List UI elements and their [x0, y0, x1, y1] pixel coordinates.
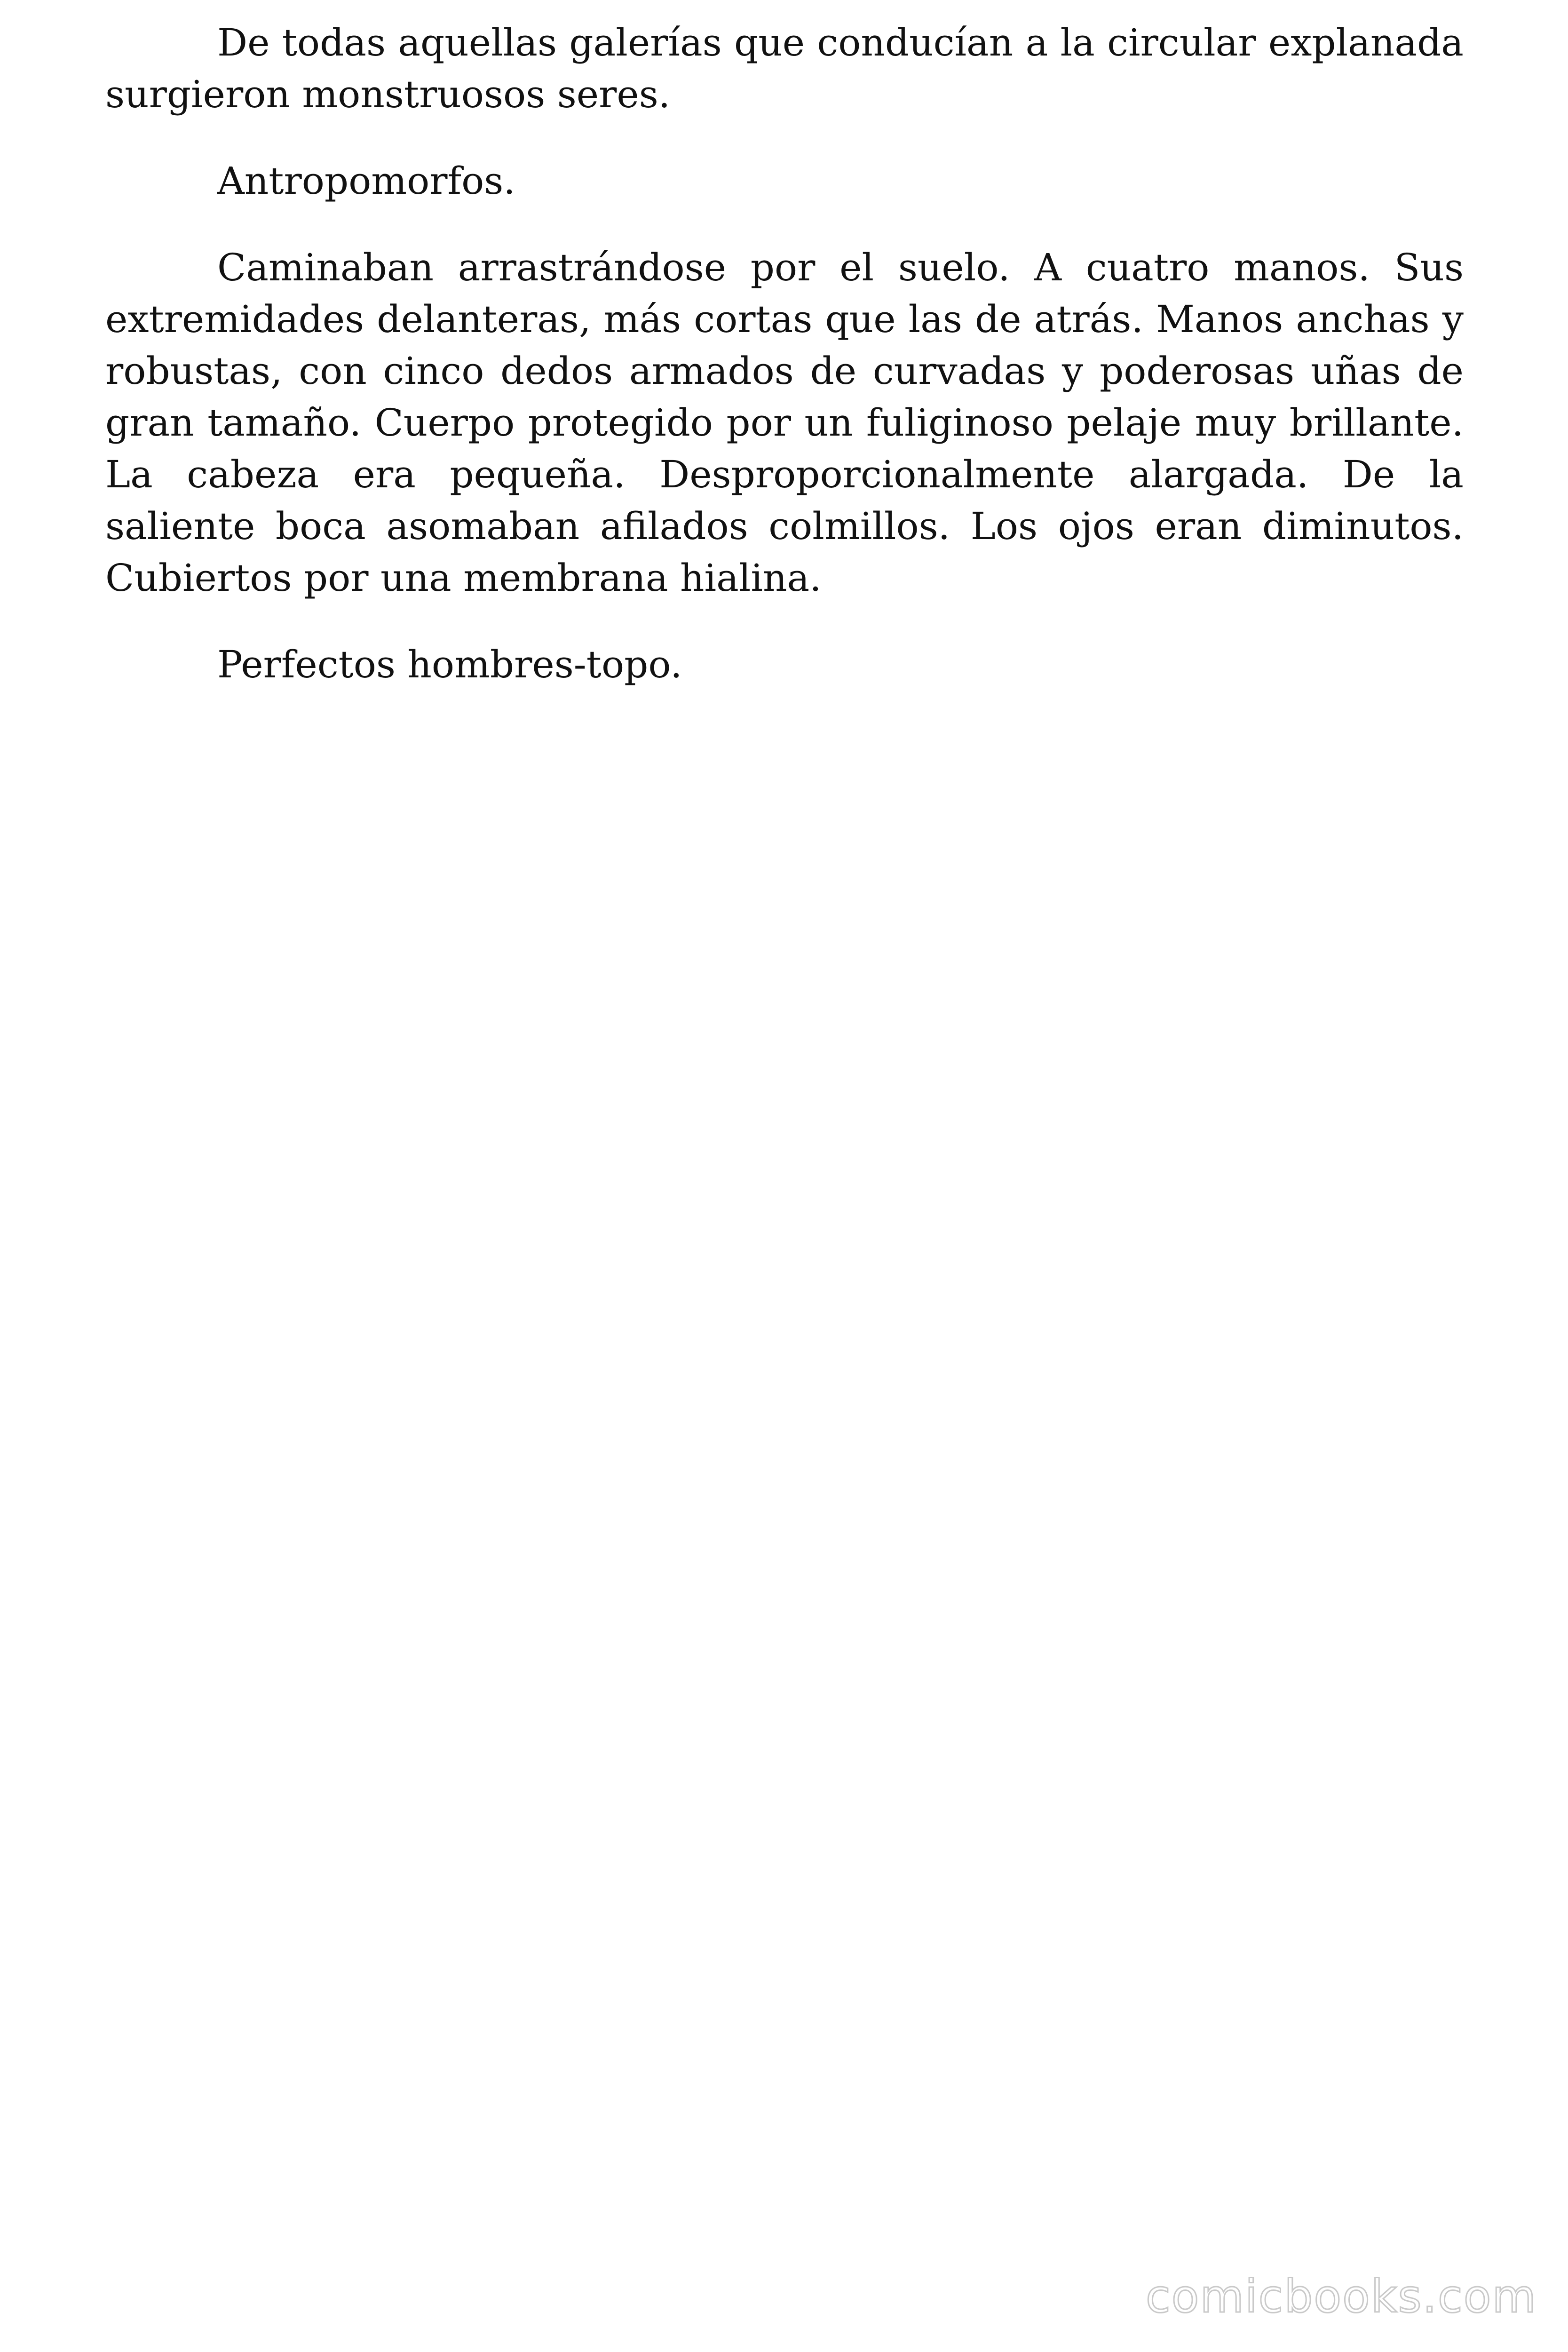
page-body: [105, 17, 1464, 725]
paragraph-galleries: De todas aquellas galerías que conducían a la circular explanada surgieron monstruosos seres.: [105, 21, 1464, 116]
paragraph-hombres-topo: Perfectos hombres-topo.: [217, 643, 682, 686]
watermark: comicbooks.com: [1145, 2270, 1537, 2323]
paragraph-description: Caminaban arrastrándose por el suelo. A cuatro manos. Sus extremidades delanteras, más cortas que las de atrás. Manos anchas y robustas, con cinco dedos armados de curvadas y poderosas uñas de gran tamaño. Cuerpo protegido por un fuliginoso pelaje muy brillante. La cabeza era pequeña. Desproporcionalmente alargada. De la saliente boca asomaban afilados colmillos. Los ojos eran diminutos. Cubiertos por una membrana hialina.: [105, 246, 1464, 600]
paragraph-antropomorfos: Antropomorfos.: [217, 159, 515, 203]
